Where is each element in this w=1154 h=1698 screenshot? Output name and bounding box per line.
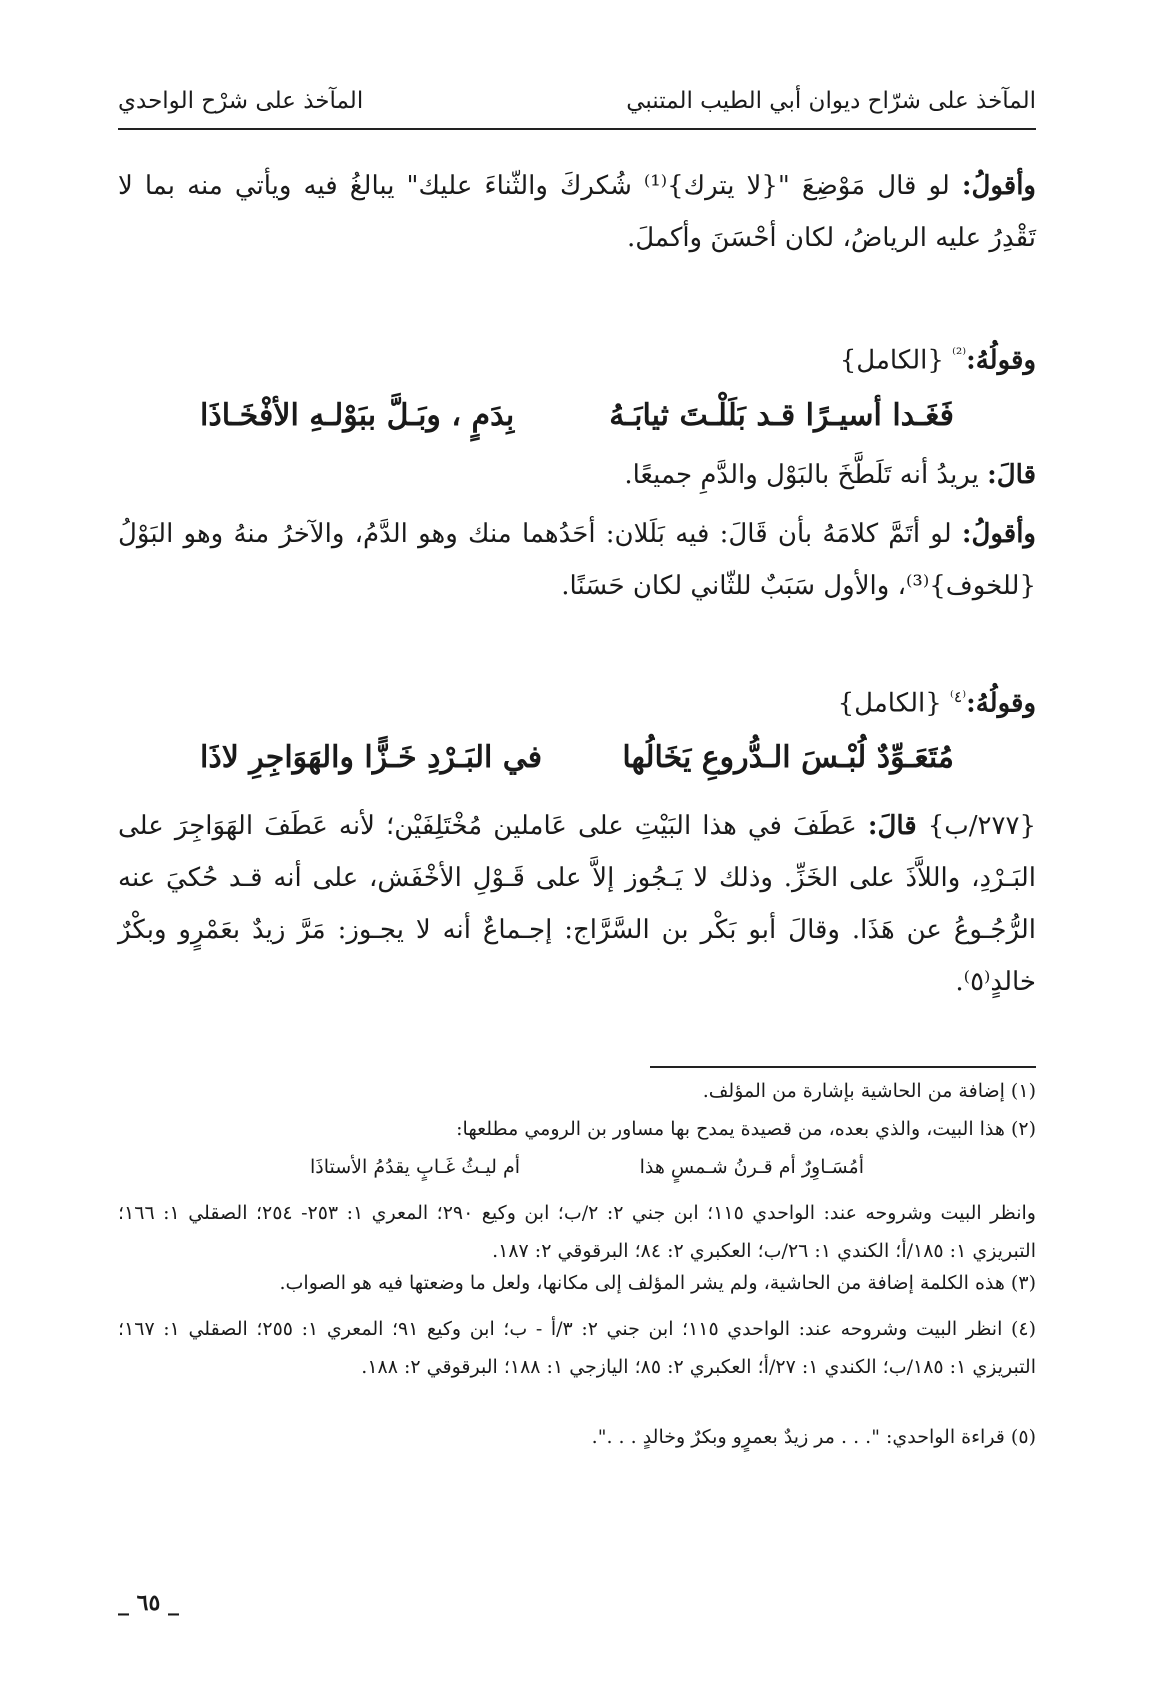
footnote-2: (٢) هذا البيت، والذي بعده، من قصيدة يمدح بها مساور بن الرومي مطلعها: [456, 1118, 1036, 1140]
verse-intro-label: وقولُهُ: [966, 688, 1036, 719]
footnote-1: (١) إضافة من الحاشية بإشارة من المؤلف. [702, 1080, 1036, 1102]
qala-label: قالَ: [987, 460, 1036, 490]
footnote-2-references: وانظر البيت وشروحه عند: الواحدي ١١٥؛ ابن جني ٢: ٢/ب؛ ابن وكيع ٢٩٠؛ المعري ١: ٢٥٣- ٢٥٤؛ الصقلي ١: ١٦٦؛ التبريزي ١: ١٨٥/أ؛ الكندي ١: ٢٦/ب؛ العكبري ٢: ٨٤؛ البرقوقي ٢: ١٨٧. [118, 1202, 1036, 1262]
footnote-4: (٤) انظر البيت وشروحه عند: الواحدي ١١٥؛ ابن جني ٢: ٣/أ - ب؛ ابن وكيع ٩١؛ المعري ١: ٢٥٥؛ الصقلي ١: ١٦٧؛ التبريزي ١: ١٨٥/ب؛ الكندي ١: ٢٧/أ؛ العكبري ٢: ٨٥؛ اليازجي ١: ١٨٨؛ البرقوقي ٢: ١٨٨. [118, 1318, 1036, 1378]
meter-name: {الكامل} [839, 345, 944, 376]
qala-text: عَطَفَ في هذا البَيْتِ على عَاملين مُخْتَلِفَيْن؛ لأنه عَطَفَ الهَوَاجِرَ على البَـرْدِ، واللاَّذَ على الخَزِّ. وذلك لا يَـجُوز إلاَّ على قَـوْلِ الأخْفَش، على أنه قـد حُكيَ عنه الرُّجُـوعُ عن هَذَا. وقالَ أبو بَكْر بن السَّرَّاج: إجـماعٌ أنه لا يجـوز: مَرَّ زيدٌ بعَمْرٍو وبكْرٌ خالدٍ⁽٥⁾. [118, 811, 1037, 997]
verse-first-hemistich: مُتَعَـوِّدٌ لُبْـسَ الـدُّروعِ يَخَالُها [622, 740, 954, 775]
running-header [118, 88, 1036, 128]
verse-intro-label: وقولُهُ: [966, 345, 1036, 376]
verse-intro-2 [118, 345, 1036, 376]
verse-second-hemistich: في البَـرْدِ خَـزًّا والهَوَاجِرِ لاذَا [200, 740, 543, 775]
paragraph-aqul-1 [118, 160, 1036, 264]
paragraph-qala-2 [118, 460, 1036, 490]
aqul-label: وأقولُ: [961, 519, 1036, 549]
verse-second-hemistich: بِدَمٍ ، وبَـلَّ ببَوْلـهِ الأفْخَـاذَا [200, 398, 515, 433]
paragraph-aqul-2 [118, 508, 1036, 612]
qala-label: قالَ: [867, 811, 917, 841]
header-book-title: المآخذ على شرّاح ديوان أبي الطيب المتنبي [626, 88, 1036, 114]
aqul-text: لو أتَمَّ كلامَهُ بأن قَالَ: فيه بَلَلان: أحَدُهما منك وهو الدَّمُ، والآخرُ منهُ وهو البَوْلُ {للخوف}⁽³⁾، والأول سَبَبٌ للثّاني لكان حَسَنًا. [118, 519, 1036, 601]
footnote-5: (٥) قراءة الواحدي: ". . . مر زيدٌ بعمرٍو وبكرٌ وخالدٍ . . .". [591, 1426, 1036, 1448]
aqul-label: وأقولُ: [961, 171, 1036, 201]
aqul-text: لو قال مَوْضِعَ "{لا يترك}⁽¹⁾ شُكركَ والثّناءَ عليك" يبالغُ فيه ويأتي منه بما لا تَقْدِرُ عليه الرياضُ، لكان أحْسَنَ وأكملَ. [118, 171, 1036, 253]
meter-name: {الكامل} [837, 688, 942, 719]
footnote-ref: ⁽²⁾ [952, 345, 967, 363]
header-section-title: المآخذ على شرْح الواحدي [118, 88, 364, 114]
qala-text: يريدُ أنه تَلَطَّخَ بالبَوْل والدَّمِ جميعًا. [624, 460, 988, 490]
folio-marker: {٢٧٧/ب} [927, 811, 1036, 841]
verse-intro-3 [118, 688, 1036, 719]
footnote-2-verse-second-hemistich: أم ليـثُ غَـابٍ يقدُمُ الأستاذَا [310, 1156, 521, 1178]
paragraph-qala-3 [118, 800, 1036, 1008]
header-rule [118, 128, 1036, 130]
footnote-ref: ⁽٤⁾ [950, 688, 967, 706]
page-number: _ ٦٥ _ [118, 1590, 179, 1616]
footnote-3: (٣) هذه الكلمة إضافة من الحاشية، ولم يشر المؤلف إلى مكانها، ولعل ما وضعتها فيه هو الصواب. [279, 1272, 1036, 1294]
verse-first-hemistich: فَغَـدا أسيـرًا قـد بَلَلْـتَ ثيابَـهُ [609, 398, 954, 433]
footnote-rule [650, 1066, 1036, 1068]
footnote-2-verse-first-hemistich: أمُسَـاوِرٌ أم قـرنُ شـمسٍ هذا [639, 1156, 864, 1178]
